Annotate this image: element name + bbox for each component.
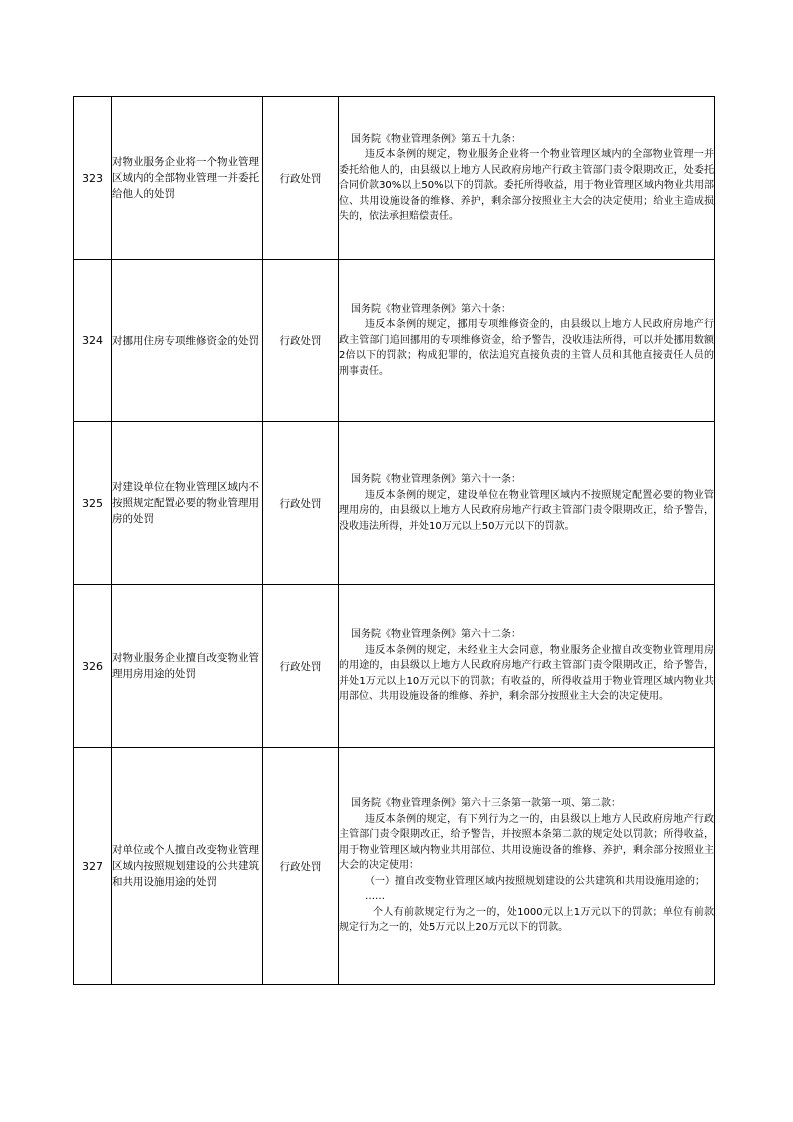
row-number: 323 [74, 97, 112, 260]
legal-basis [339, 422, 715, 585]
legal-basis [339, 748, 715, 985]
item-name: 对挪用住房专项维修资金的处罚 [112, 260, 263, 422]
item-type: 行政处罚 [263, 422, 339, 585]
basis-clause: （一）擅自改变物业管理区域内按照规划建设的公共建筑和共用设施用途的； [365, 875, 705, 887]
item-name: 对单位或个人擅自改变物业管理区域内按照规划建设的公共建筑和共用设施用途的处罚 [112, 748, 263, 985]
legal-basis [339, 260, 715, 422]
table-row [74, 260, 715, 422]
basis-paragraph: 违反本条例的规定，物业服务企业将一个物业管理区域内的全部物业管理一并委托给他人的，由县级以上地方人民政府房地产行政主管部门责令限期改正，处委托合同价款30%以上50%以下的罚款。委托所得收益，用于物业管理区域内物业共用部位、共用设施设备的维修、养护，剩余部分按照业主大会的决定使用；给业主造成损失的，依法承担赔偿责任。 [339, 149, 714, 222]
basis-paragraph: 违反本条例的规定，未经业主大会同意，物业服务企业擅自改变物业管理用房的用途的，由县级以上地方人民政府房地产行政主管部门责令限期改正，给予警告，并处1万元以上10万元以下的罚款；有收益的，所得收益用于物业管理区域内物业共用部位、共用设施设备的维修、养护，剩余部分按照业主大会的决定使用。 [339, 644, 714, 703]
row-number: 325 [74, 422, 112, 585]
item-type: 行政处罚 [263, 585, 339, 748]
basis-paragraph: 违反本条例的规定，建设单位在物业管理区域内不按照规定配置必要的物业管理用房的，由县级以上地方人民政府房地产行政主管部门责令限期改正，给予警告，没收违法所得，并处10万元以上50万元以下的罚款。 [339, 489, 714, 532]
legal-basis [339, 97, 715, 260]
row-number: 324 [74, 260, 112, 422]
item-type: 行政处罚 [263, 748, 339, 985]
basis-source: 国务院《物业管理条例》第六十二条： [351, 629, 521, 641]
table-row [74, 585, 715, 748]
table-row [74, 748, 715, 985]
basis-source: 国务院《物业管理条例》第五十九条： [351, 133, 521, 145]
basis-source: 国务院《物业管理条例》第六十三条第一款第一项、第二款： [351, 798, 621, 810]
basis-source: 国务院《物业管理条例》第六十条： [351, 303, 511, 315]
basis-ellipsis: …… [365, 891, 385, 903]
row-number: 327 [74, 748, 112, 985]
item-name: 对物业服务企业将一个物业管理区域内的全部物业管理一并委托给他人的处罚 [112, 97, 263, 260]
basis-paragraph: 个人有前款规定行为之一的，处1000元以上1万元以下的罚款；单位有前款规定行为之一的，处5万元以上20万元以下的罚款。 [339, 906, 714, 934]
table-row [74, 97, 715, 260]
basis-source: 国务院《物业管理条例》第六十一条： [351, 474, 521, 485]
item-name: 对建设单位在物业管理区域内不按照规定配置必要的物业管理用房的处罚 [112, 422, 263, 585]
item-type: 行政处罚 [263, 97, 339, 260]
basis-paragraph: 违反本条例的规定，挪用专项维修资金的，由县级以上地方人民政府房地产行政主管部门追回挪用的专项维修资金，给予警告，没收违法所得，可以并处挪用数额2倍以下的罚款；构成犯罪的，依法追究直接负责的主管人员和其他直接责任人员的刑事责任。 [339, 319, 714, 377]
basis-paragraph: 违反本条例的规定，有下列行为之一的，由县级以上地方人民政府房地产行政主管部门责令限期改正，给予警告，并按照本条第二款的规定处以罚款；所得收益，用于物业管理区域内物业共用部位、共用设施设备的维修、养护，剩余部分按照业主大会的决定使用： [339, 813, 714, 872]
row-number: 326 [74, 585, 112, 748]
regulation-table [73, 96, 715, 985]
legal-basis [339, 585, 715, 748]
table-row [74, 422, 715, 585]
item-type: 行政处罚 [263, 260, 339, 422]
item-name: 对物业服务企业擅自改变物业管理用房用途的处罚 [112, 585, 263, 748]
